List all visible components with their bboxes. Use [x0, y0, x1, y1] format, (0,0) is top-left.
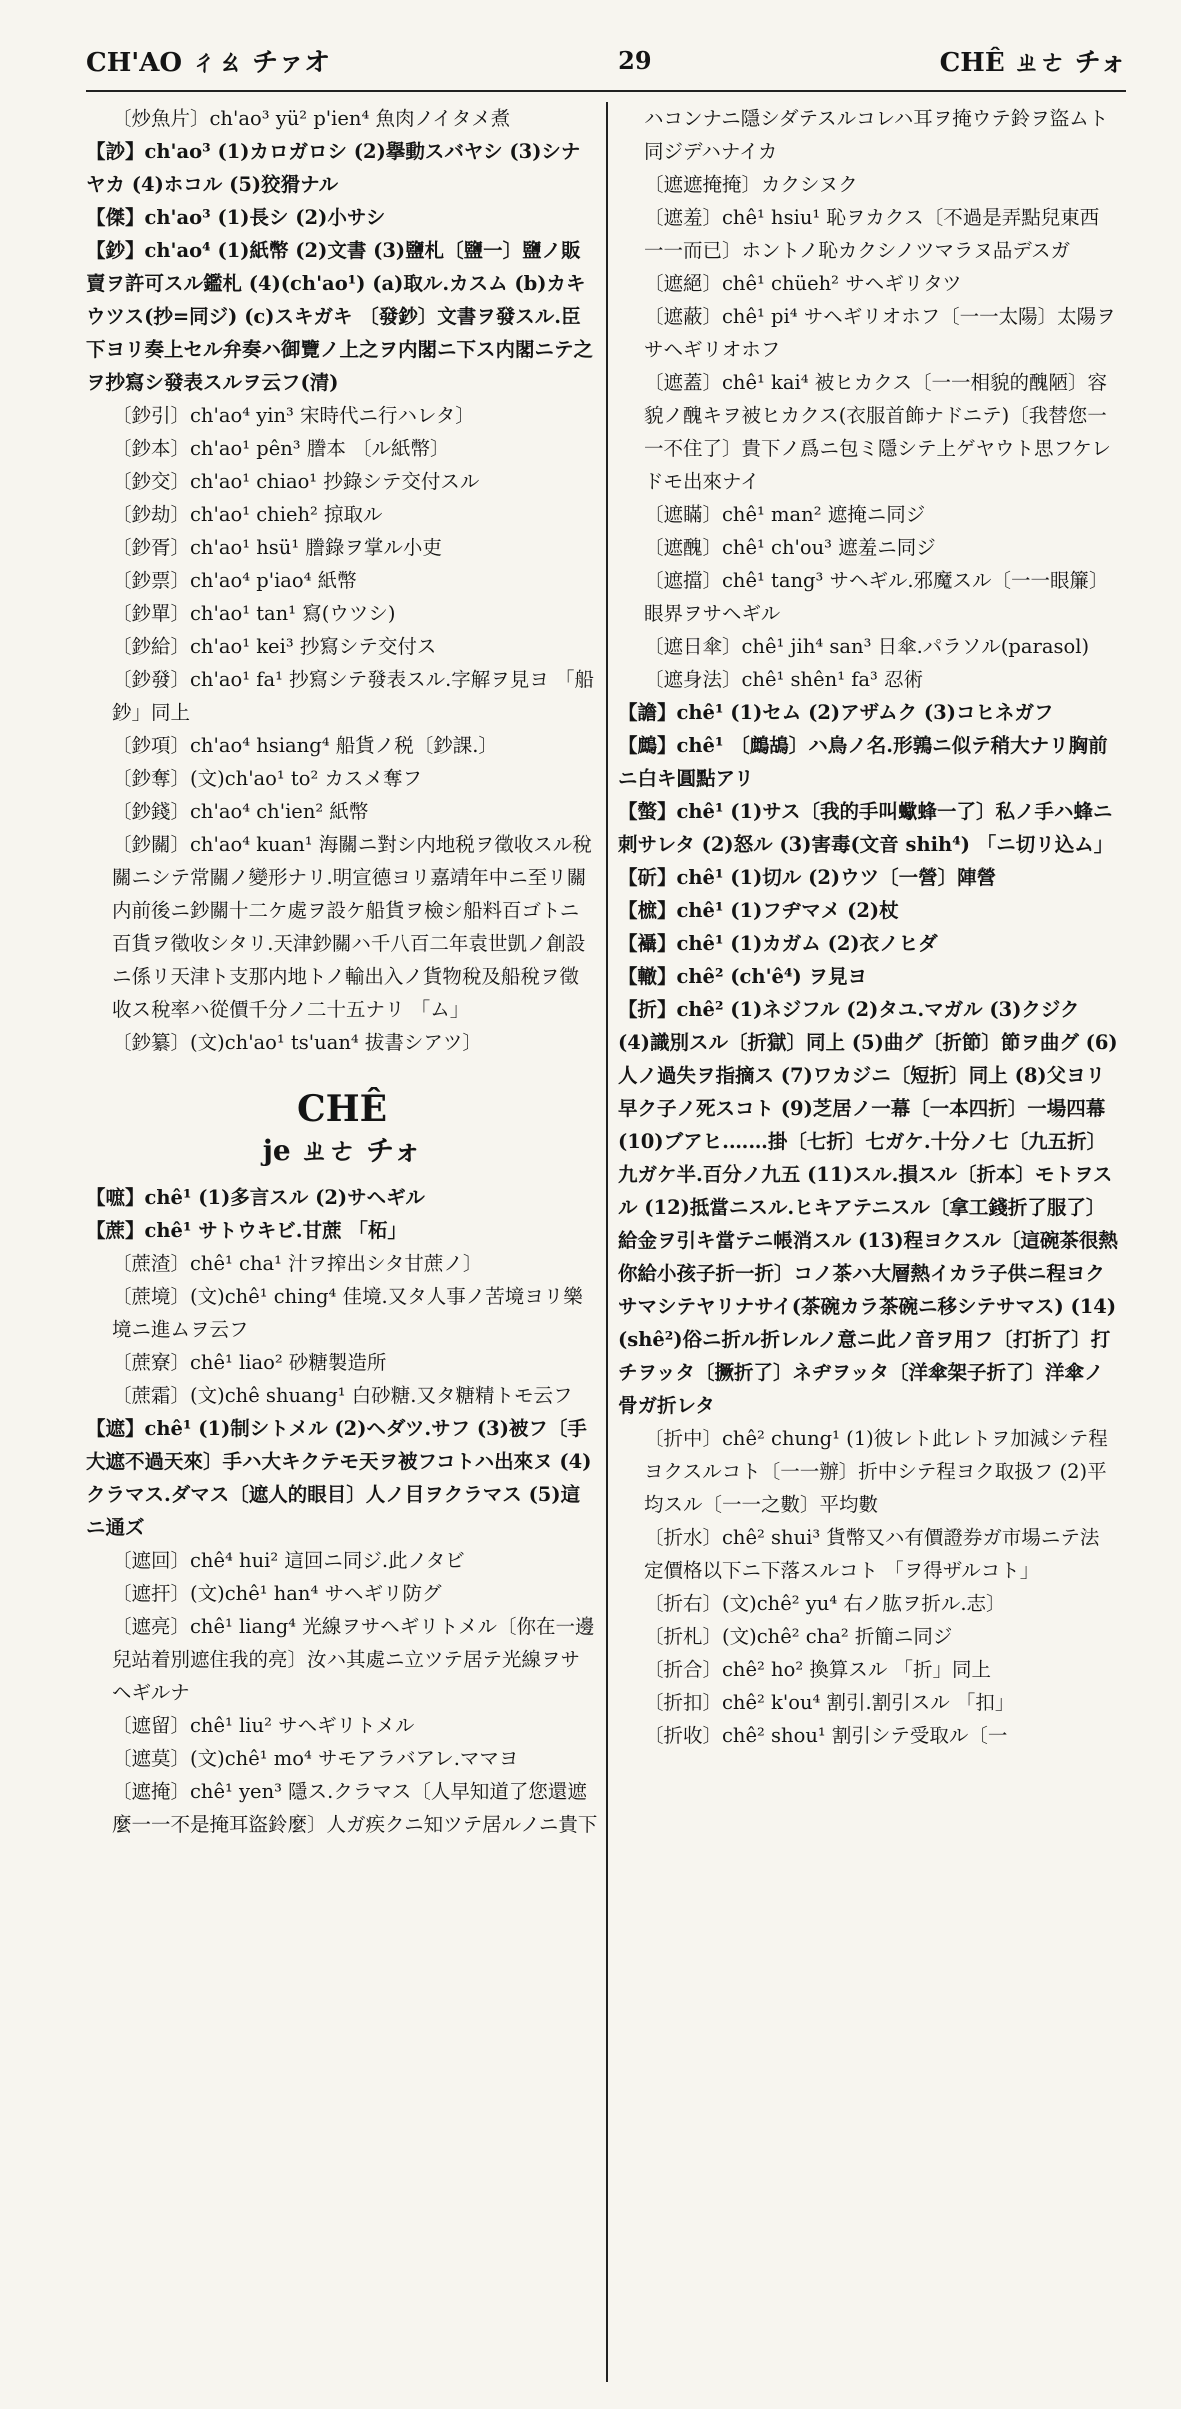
left-entries-bottom [86, 1181, 598, 1841]
dictionary-entry: 〔鈔項〕ch'ao⁴ hsiang⁴ 船貨ノ税〔鈔課.〕 [112, 734, 498, 757]
dictionary-entry: 〔遮亮〕chê¹ liang⁴ 光線ヲサヘギリトメル〔你在一邊兒站着別遮住我的亮〕汝ハ其處ニ立ツテ居テ光線ヲサヘギルナ [112, 1615, 595, 1704]
dictionary-entry: 〔遮醜〕chê¹ ch'ou³ 遮羞ニ同ジ [644, 536, 936, 559]
dictionary-entry: 〔折中〕chê² chung¹ (1)彼レト此レトヲ加減シテ程ヨクスルコト〔一一辦〕折中シテ程ヨク取扱フ (2)平均スル〔一一之數〕平均數 [644, 1427, 1108, 1516]
dictionary-entry: 【折】chê² (1)ネジフル (2)タユ.マガル (3)クジク (4)識別スル〔折獄〕同上 (5)曲グ〔折節〕節ヲ曲グ (6)人ノ過失ヲ指摘ス (7)ワカジニ〔短折〕同上 (8)父ヨリ早ク子ノ死スコト (9)芝居ノ一幕〔一本四折〕一場四幕 (10)ブアヒ.……掛〔七折〕七ガケ.十分ノ七〔九五折〕九ガケ半.百分ノ九五 (11)スル.損スル〔折本〕モトヲスル (12)抵當ニスル.ヒキアテニスル〔拿工錢折了服了〕給金ヲ引キ當テニ帳消スル (13)程ヨクスル〔這碗茶很熱你給小孩子折一折〕コノ茶ハ大層熱イカラ子供ニ程ヨクサマシテヤリナサイ(茶碗カラ茶碗ニ移シテサマス) (14)(shê²)俗ニ折ル折レルノ意ニ此ノ音ヲ用フ〔打折了〕打チヲッタ〔撅折了〕ネヂヲッタ〔洋傘架子折了〕洋傘ノ骨ガ折レタ [618, 998, 1118, 1417]
dictionary-entry: 〔遮擋〕chê¹ tang³ サヘギル.邪魔スル〔一一眼簾〕眼界ヲサヘギル [644, 569, 1109, 625]
two-column-body [86, 102, 1126, 2382]
dictionary-entry: 【轍】chê² (ch'ê⁴) ヲ見ヨ [618, 965, 867, 988]
dictionary-entry: 【譫】chê¹ (1)セム (2)アザムク (3)コヒネガフ [618, 701, 1054, 724]
dictionary-entry: 〔遮蓋〕chê¹ kai⁴ 被ヒカクス〔一一相貌的醜陋〕容貌ノ醜キヲ被ヒカクス(衣服首飾ナドニテ)〔我替您一一不住了〕貴下ノ爲ニ包ミ隱シテ上ゲヤウト思フケレドモ出來ナイ [644, 371, 1112, 493]
dictionary-entry: 〔遮蔽〕chê¹ pi⁴ サヘギリオホフ〔一一太陽〕太陽ヲサヘギリオホフ [644, 305, 1116, 361]
dictionary-entry: 〔遮絕〕chê¹ chüeh² サヘギリタツ [644, 272, 962, 295]
dictionary-entry: 【蔗】chê¹ サトウキビ.甘蔗 「柘」 [86, 1219, 407, 1242]
left-column [86, 102, 606, 2382]
dictionary-entry: 〔遮扞〕(文)chê¹ han⁴ サヘギリ防グ [112, 1582, 442, 1605]
dictionary-entry: 〔蔗境〕(文)chê¹ ching⁴ 佳境.又タ人事ノ苦境ヨリ樂境ニ進ムヲ云フ [112, 1285, 583, 1341]
section-title-sub: je ㄓㄜ チォ [262, 1134, 422, 1167]
section-title-main: CHÊ [296, 1088, 388, 1130]
dictionary-entry: 〔鈔錢〕ch'ao⁴ ch'ien² 紙幣 [112, 800, 369, 823]
dictionary-entry: 〔折扣〕chê² k'ou⁴ 割引.割引スル 「扣」 [644, 1691, 1015, 1714]
dictionary-entry: 〔鈔關〕ch'ao⁴ kuan¹ 海關ニ對シ内地税ヲ徵收スル稅關ニシテ常關ノ變形ナリ.明宣德ヨリ嘉靖年中ニ至リ關内前後ニ鈔關十二ケ處ヲ設ケ船貨ヲ檢シ船料百ゴトニ百貨ヲ徵收シタリ.天津鈔關ハ千八百二年袁世凱ノ創設ニ係リ天津ト支那内地トノ輸出入ノ貨物稅及船稅ヲ徵收ス稅率ハ從價千分ノ二十五ナリ 「ム」 [112, 833, 592, 1021]
dictionary-entry: 〔遮遮掩掩〕カクシヌク [644, 173, 858, 196]
dictionary-entry: 〔鈔引〕ch'ao⁴ yin³ 宋時代ニ行ハレタ〕 [112, 404, 475, 427]
dictionary-entry: 〔鈔給〕ch'ao¹ kei³ 抄寫シテ交付ス [112, 635, 437, 658]
dictionary-entry: 〔鈔奪〕(文)ch'ao¹ to² カスメ奪フ [112, 767, 423, 790]
dictionary-entry: 〔遮日傘〕chê¹ jih⁴ san³ 日傘.パラソル(parasol) [644, 635, 1090, 658]
right-column [606, 102, 1126, 2382]
dictionary-entry: 【斫】chê¹ (1)切ル (2)ウツ〔一營〕陣營 [618, 866, 997, 889]
dictionary-entry: 〔折水〕chê² shui³ 貨幣又ハ有價證券ガ市場ニテ法定價格以下ニ下落スルコト 「ヲ得ザルコト」 [644, 1526, 1100, 1582]
dictionary-entry: 〔鈔單〕ch'ao¹ tan¹ 寫(ウツシ) [112, 602, 396, 625]
dictionary-entry: 〔遮瞞〕chê¹ man² 遮掩ニ同ジ [644, 503, 926, 526]
dictionary-entry: 〔蔗渣〕chê¹ cha¹ 汁ヲ搾出シタ甘蔗ノ〕 [112, 1252, 483, 1275]
dictionary-entry: 〔鈔本〕ch'ao¹ pên³ 謄本 〔ル紙幣〕 [112, 437, 450, 460]
dictionary-entry: 【鷓】chê¹ 〔鷓鴣〕ハ鳥ノ名.形鶉ニ似テ稍大ナリ胸前ニ白キ圓點アリ [618, 734, 1108, 790]
dictionary-entry: 【螫】chê¹ (1)サス〔我的手叫蠍蜂一了〕私ノ手ハ蜂ニ刺サレタ (2)怒ル (3)害毒(文音 shih⁴) 「ニ切リ込ム」 [618, 800, 1114, 856]
dictionary-entry: 〔遮莫〕(文)chê¹ mo⁴ サモアラバアレ.ママヨ [112, 1747, 519, 1770]
dictionary-entry: 〔折合〕chê² ho² 換算スル 「折」同上 [644, 1658, 992, 1681]
dictionary-entry: 【襵】chê¹ (1)カガム (2)衣ノヒダ [618, 932, 938, 955]
dictionary-entry: 〔遮掩〕chê¹ yen³ 隱ス.クラマス〔人早知道了您還遮麼一一不是掩耳盜鈴麼〕人ガ疾クニ知ツテ居ルノニ貴下 [112, 1780, 598, 1836]
dictionary-entry: 〔蔗寮〕chê¹ liao² 砂糖製造所 [112, 1351, 387, 1374]
dictionary-entry: 〔遮回〕chê⁴ hui² 這回ニ同ジ.此ノタビ [112, 1549, 465, 1572]
dictionary-entry: 〔折收〕chê² shou¹ 割引シテ受取ル〔一 [644, 1724, 1008, 1747]
dictionary-entry: 〔鈔票〕ch'ao⁴ p'iao⁴ 紙幣 [112, 569, 357, 592]
section-heading [86, 1087, 598, 1171]
page-number: 29 [618, 45, 652, 75]
dictionary-entry: 〔遮身法〕chê¹ shên¹ fa³ 忍術 [644, 668, 924, 691]
dictionary-entry: 〔鈔交〕ch'ao¹ chiao¹ 抄錄シテ交付スル [112, 470, 480, 493]
dictionary-entry: 〔折札〕(文)chê² cha² 折簡ニ同ジ [644, 1625, 953, 1648]
header-right-guide-word: CHÊ ㄓㄜ チォ [939, 47, 1126, 78]
dictionary-entry: 【樜】chê¹ (1)フヂマメ (2)杖 [618, 899, 899, 922]
dictionary-entry: 【訬】ch'ao³ (1)カロガロシ (2)擧動スバヤシ (3)シナヤカ (4)ホコル (5)狡猾ナル [86, 140, 581, 196]
dictionary-entry: 〔遮留〕chê¹ liu² サヘギリトメル [112, 1714, 415, 1737]
left-entries-top [86, 102, 598, 1059]
header-left-guide-word: CH'AO ㄔㄠ チァオ [86, 47, 331, 78]
dictionary-entry: 【遮】chê¹ (1)制シトメル (2)ヘダツ.サフ (3)被フ〔手大遮不過天來〕手ハ大キクテモ天ヲ被フコトハ出來ヌ (4)クラマス.ダマス〔遮人的眼目〕人ノ目ヲクラマス (5)這ニ通ズ [86, 1417, 592, 1539]
dictionary-entry: 〔鈔胥〕ch'ao¹ hsü¹ 謄錄ヲ掌ル小吏 [112, 536, 442, 559]
dictionary-page [86, 30, 1126, 2390]
dictionary-entry: 【鈔】ch'ao⁴ (1)紙幣 (2)文書 (3)鹽札〔鹽一〕鹽ノ販賣ヲ許可スル鑑札 (4)(ch'ao¹) (a)取ル.カスム (b)カキウツス(抄=同ジ) (c)スキガキ 〔發鈔〕文書ヲ發スル.臣下ヨリ奏上セル弁奏ハ御覽ノ上之ヲ内閣ニ下ス内閣ニテ之ヲ抄寫シ發表スルヲ云フ(清) [86, 239, 594, 394]
page-header [86, 30, 1126, 92]
dictionary-entry: 【嗻】chê¹ (1)多言スル (2)サヘギル [86, 1186, 425, 1209]
dictionary-entry: 〔炒魚片〕ch'ao³ yü² p'ien⁴ 魚肉ノイタメ煮 [112, 107, 511, 130]
dictionary-entry: ハコンナニ隱シダテスルコレハ耳ヲ掩ウテ鈴ヲ盜ムト同ジデハナイカ [644, 107, 1109, 163]
dictionary-entry: 〔鈔發〕ch'ao¹ fa¹ 抄寫シテ發表スル.字解ヲ見ヨ 「船鈔」同上 [112, 668, 594, 724]
dictionary-entry: 〔鈔劫〕ch'ao¹ chieh² 掠取ル [112, 503, 383, 526]
dictionary-entry: 〔折右〕(文)chê² yu⁴ 右ノ肱ヲ折ル.志〕 [644, 1592, 1006, 1615]
right-entries [618, 102, 1118, 1752]
dictionary-entry: 〔鈔纂〕(文)ch'ao¹ ts'uan⁴ 拔書シアツ〕 [112, 1031, 482, 1054]
dictionary-entry: 〔蔗霜〕(文)chê shuang¹ 白砂糖.又タ糖精トモ云フ [112, 1384, 573, 1407]
dictionary-entry: 〔遮羞〕chê¹ hsiu¹ 恥ヲカクス〔不過是弄點兒東西一一而已〕ホントノ恥カクシノツマラヌ品デスガ [644, 206, 1100, 262]
dictionary-entry: 【傑】ch'ao³ (1)長シ (2)小サシ [86, 206, 386, 229]
